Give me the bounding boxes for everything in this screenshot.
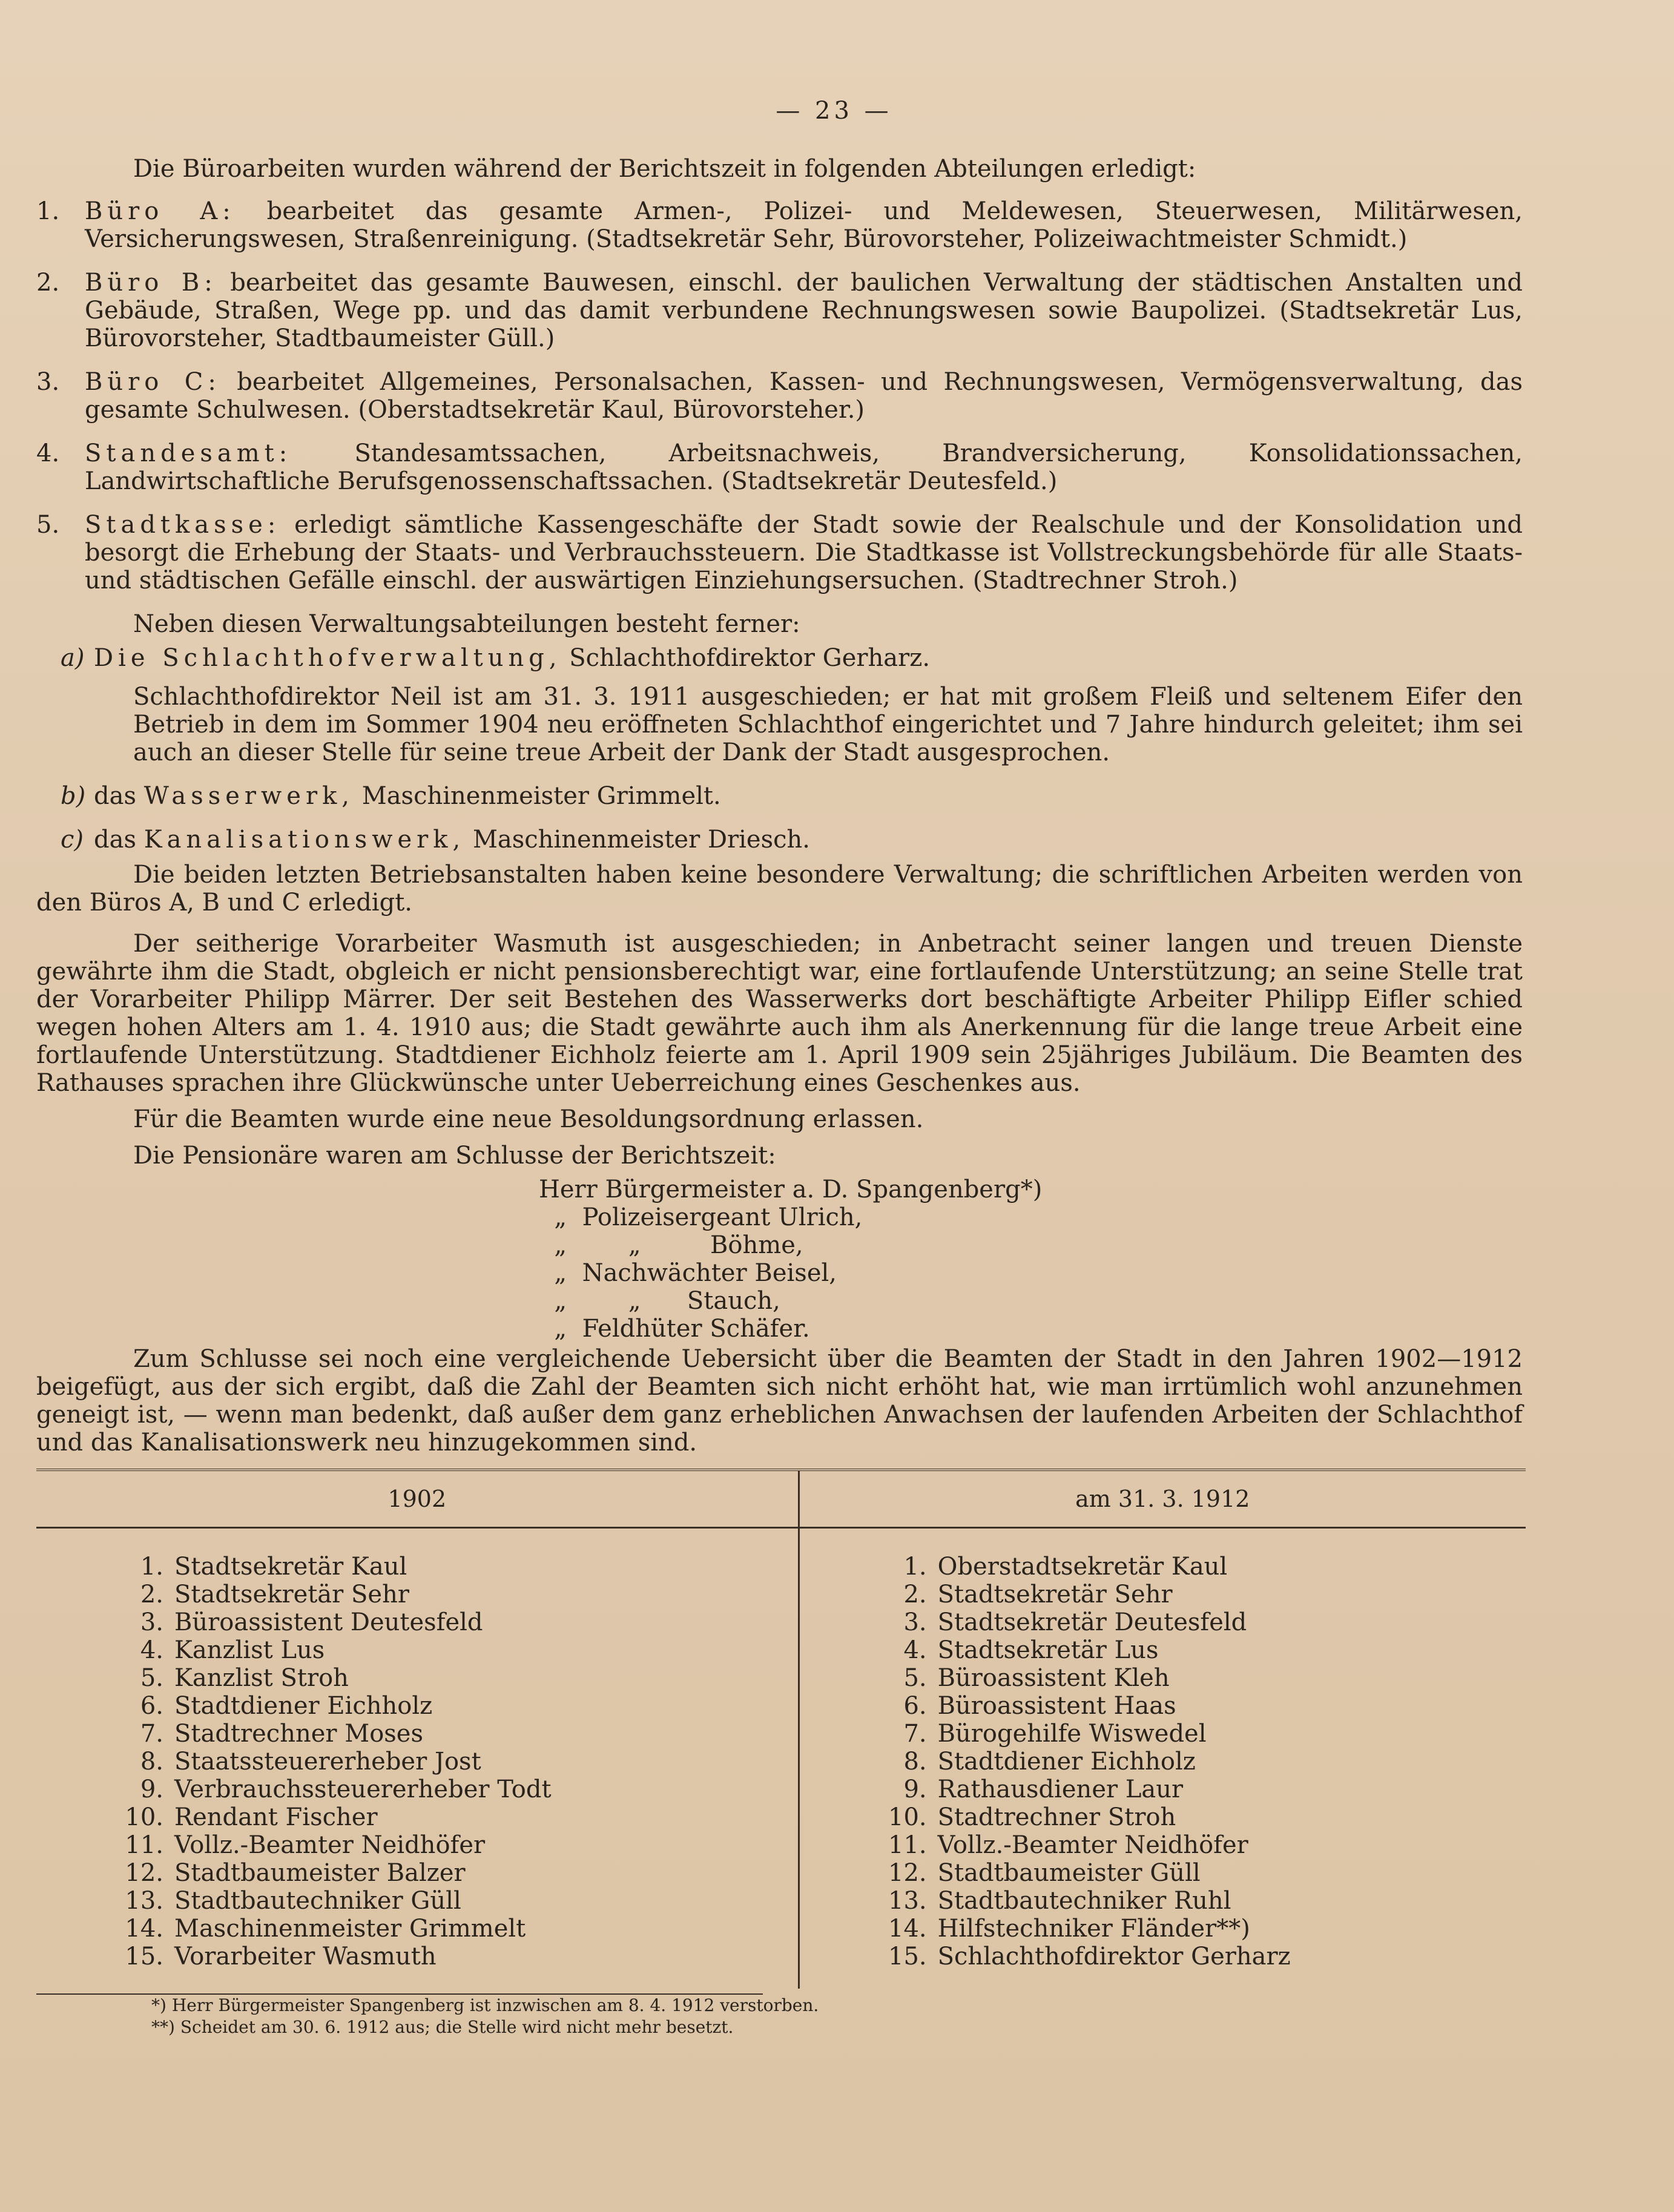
list-item: 5. Kanzlist Stroh bbox=[140, 1664, 349, 1692]
pensioner-list bbox=[539, 1176, 1523, 1343]
comparison-table bbox=[36, 1469, 1526, 1989]
office-name: Büro A: bbox=[85, 197, 236, 225]
list-item: 11. Vollz.-Beamter Neidhöfer bbox=[888, 1831, 1248, 1859]
list-item: 10. Stadtrechner Stroh bbox=[888, 1803, 1176, 1831]
sub-item-c: c) das Kanalisationswerk, Maschinenmeister Driesch. bbox=[61, 826, 810, 854]
list-item: 8. Staatssteuererheber Jost bbox=[140, 1748, 481, 1776]
pensioner-line: „ „ Böhme, bbox=[539, 1231, 803, 1259]
betriebsanstalten-paragraph: Die beiden letzten Betriebsanstalten haben keine besondere Verwaltung; die schriftlichen Arbeiten werden von den Büros A, B und C erledigt. bbox=[36, 861, 1523, 917]
list-item: 14. Hilfstechniker Fländer**) bbox=[888, 1915, 1250, 1943]
list-item: 6. Stadtdiener Eichholz bbox=[140, 1692, 433, 1720]
office-list bbox=[36, 197, 1523, 594]
sub-item-a: a) Die Schlachthofverwaltung, Schlachthofdirektor Gerharz. bbox=[61, 644, 931, 672]
office-item: 2. Büro B: bearbeitet das gesamte Bauwesen, einschl. der baulichen Verwaltung der städtischen Anstalten und Gebäude, Straßen, Wege pp. und das damit verbundene Rechnungswesen sowie Baupolizei. (Stadtsekretär Lus, Bürovorsteher, Stadtbaumeister Güll.) bbox=[36, 269, 1523, 352]
office-name: Büro B: bbox=[85, 269, 217, 297]
intro-paragraph: Die Büroarbeiten wurden während der Berichtszeit in folgenden Abteilungen erledigt: bbox=[133, 155, 1196, 183]
office-item: 1. Büro A: bearbeitet das gesamte Armen-, Polizei- und Meldewesen, Steuerwesen, Militärwesen, Versicherungswesen, Straßenreinigung. (Stadtsekretär Sehr, Bürovorsteher, Polizeiwachtmeister Schmidt.) bbox=[36, 197, 1523, 253]
list-item: 14. Maschinenmeister Grimmelt bbox=[125, 1915, 526, 1943]
list-item: 7. Bürogehilfe Wiswedel bbox=[903, 1720, 1207, 1748]
footnote: **) Scheidet am 30. 6. 1912 aus; die Stelle wird nicht mehr besetzt. bbox=[151, 2017, 734, 2037]
list-item: 2. Stadtsekretär Sehr bbox=[903, 1581, 1173, 1608]
list-item: 7. Stadtrechner Moses bbox=[140, 1720, 423, 1748]
list-item: 8. Stadtdiener Eichholz bbox=[903, 1748, 1196, 1776]
office-item: 5. Stadtkasse: erledigt sämtliche Kassengeschäfte der Stadt sowie der Realschule und der Konsolidation und besorgt die Erhebung der Staats- und Verbrauchssteuern. Die Stadtkasse ist Vollstreckungsbehörde für alle Staats- und städtischen Gefälle einschl. der auswärtigen Einziehungsersuchen. (Stadtrechner Stroh.) bbox=[36, 511, 1523, 594]
sub-item-b: b) das Wasserwerk, Maschinenmeister Grimmelt. bbox=[61, 782, 721, 810]
list-item: 15. Schlachthofdirektor Gerharz bbox=[888, 1943, 1291, 1970]
besoldung-paragraph: Für die Beamten wurde eine neue Besoldungsordnung erlassen. bbox=[133, 1105, 924, 1133]
list-item: 2. Stadtsekretär Sehr bbox=[140, 1581, 409, 1608]
office-name: Büro C: bbox=[85, 368, 221, 396]
list-item: 10. Rendant Fischer bbox=[125, 1803, 378, 1831]
pensioner-line: „ „ Stauch, bbox=[539, 1287, 780, 1315]
list-item: 13. Stadtbautechniker Ruhl bbox=[888, 1887, 1231, 1915]
list-item: 1. Oberstadtsekretär Kaul bbox=[903, 1553, 1228, 1581]
schluss-paragraph: Zum Schlusse sei noch eine vergleichende Uebersicht über die Beamten der Stadt in den Jahren 1902—1912 beigefügt, aus der sich ergibt, daß die Zahl der Beamten sich nicht erhöht hat, wie man irrtümlich wohl anzunehmen geneigt ist, — wenn man bedenkt, daß außer dem ganz erheblichen Anwachsen der laufenden Arbeiten der Schlachthof und das Kanalisationswerk neu hinzugekommen sind. bbox=[36, 1345, 1523, 1457]
pensioner-line: „ Feldhüter Schäfer. bbox=[539, 1315, 810, 1343]
table-header-1902: 1902 bbox=[36, 1470, 799, 1528]
page-number: — 23 — bbox=[776, 97, 892, 125]
neben-paragraph: Neben diesen Verwaltungsabteilungen besteht ferner: bbox=[133, 610, 800, 638]
pension-paragraph: Die Pensionäre waren am Schlusse der Berichtszeit: bbox=[133, 1142, 776, 1170]
office-item: 4. Standesamt: Standesamtssachen, Arbeitsnachweis, Brandversicherung, Konsolidationssachen, Landwirtschaftliche Berufsgenossenschaftssachen. (Stadtsekretär Deutesfeld.) bbox=[36, 439, 1523, 495]
list-item: 4. Kanzlist Lus bbox=[140, 1636, 325, 1664]
office-name: Standesamt: bbox=[85, 439, 292, 467]
list-item: 12. Stadtbaumeister Balzer bbox=[125, 1859, 466, 1887]
column-1902 bbox=[36, 1528, 799, 1989]
list-item: 13. Stadtbautechniker Güll bbox=[125, 1887, 461, 1915]
table-header-1912: am 31. 3. 1912 bbox=[799, 1470, 1526, 1528]
column-1912 bbox=[799, 1528, 1526, 1989]
office-item: 3. Büro C: bearbeitet Allgemeines, Personalsachen, Kassen- und Rechnungswesen, Vermögensverwaltung, das gesamte Schulwesen. (Oberstadtsekretär Kaul, Bürovorsteher.) bbox=[36, 368, 1523, 424]
list-item: 11. Vollz.-Beamter Neidhöfer bbox=[125, 1831, 486, 1859]
pensioner-line: „ Polizeisergeant Ulrich, bbox=[539, 1203, 863, 1231]
footnote: *) Herr Bürgermeister Spangenberg ist inzwischen am 8. 4. 1912 verstorben. bbox=[151, 1995, 819, 2015]
wasmuth-paragraph: Der seitherige Vorarbeiter Wasmuth ist ausgeschieden; in Anbetracht seiner langen und treuen Dienste gewährte ihm die Stadt, obgleich er nicht pensionsberechtigt war, eine fortlaufende Unterstützung; an seine Stelle trat der Vorarbeiter Philipp Märrer. Der seit Bestehen des Wasserwerks dort beschäftigte Arbeiter Philipp Eifler schied wegen hohen Alters am 1. 4. 1910 aus; die Stadt gewährte auch ihm als Anerkennung für die lange treue Arbeit eine fortlaufende Unterstützung. Stadtdiener Eichholz feierte am 1. April 1909 sein 25jähriges Jubiläum. Die Beamten des Rathauses sprachen ihre Glückwünsche unter Ueberreichung eines Geschenkes aus. bbox=[36, 930, 1523, 1097]
office-name: Stadtkasse: bbox=[85, 511, 281, 539]
pensioner-line: „ Nachwächter Beisel, bbox=[539, 1259, 837, 1287]
list-item: 5. Büroassistent Kleh bbox=[903, 1664, 1170, 1692]
list-item: 15. Vorarbeiter Wasmuth bbox=[125, 1943, 437, 1970]
schlachthof-paragraph: Schlachthofdirektor Neil ist am 31. 3. 1911 ausgeschieden; er hat mit großem Fleiß und seltenem Eifer den Betrieb in dem im Sommer 1904 neu eröffneten Schlachthof eingerichtet und 7 Jahre hindurch geleitet; ihm sei auch an dieser Stelle für seine treue Arbeit der Dank der Stadt ausgesprochen. bbox=[133, 683, 1523, 766]
list-item: 9. Rathausdiener Laur bbox=[903, 1776, 1184, 1803]
list-item: 12. Stadtbaumeister Güll bbox=[888, 1859, 1201, 1887]
list-item: 9. Verbrauchssteuererheber Todt bbox=[140, 1776, 552, 1803]
list-item: 6. Büroassistent Haas bbox=[903, 1692, 1176, 1720]
list-item: 3. Stadtsekretär Deutesfeld bbox=[903, 1608, 1247, 1636]
list-item: 1. Stadtsekretär Kaul bbox=[140, 1553, 407, 1581]
list-item: 4. Stadtsekretär Lus bbox=[903, 1636, 1159, 1664]
list-item: 3. Büroassistent Deutesfeld bbox=[140, 1608, 483, 1636]
pensioner-line: Herr Bürgermeister a. D. Spangenberg*) bbox=[539, 1176, 1043, 1203]
